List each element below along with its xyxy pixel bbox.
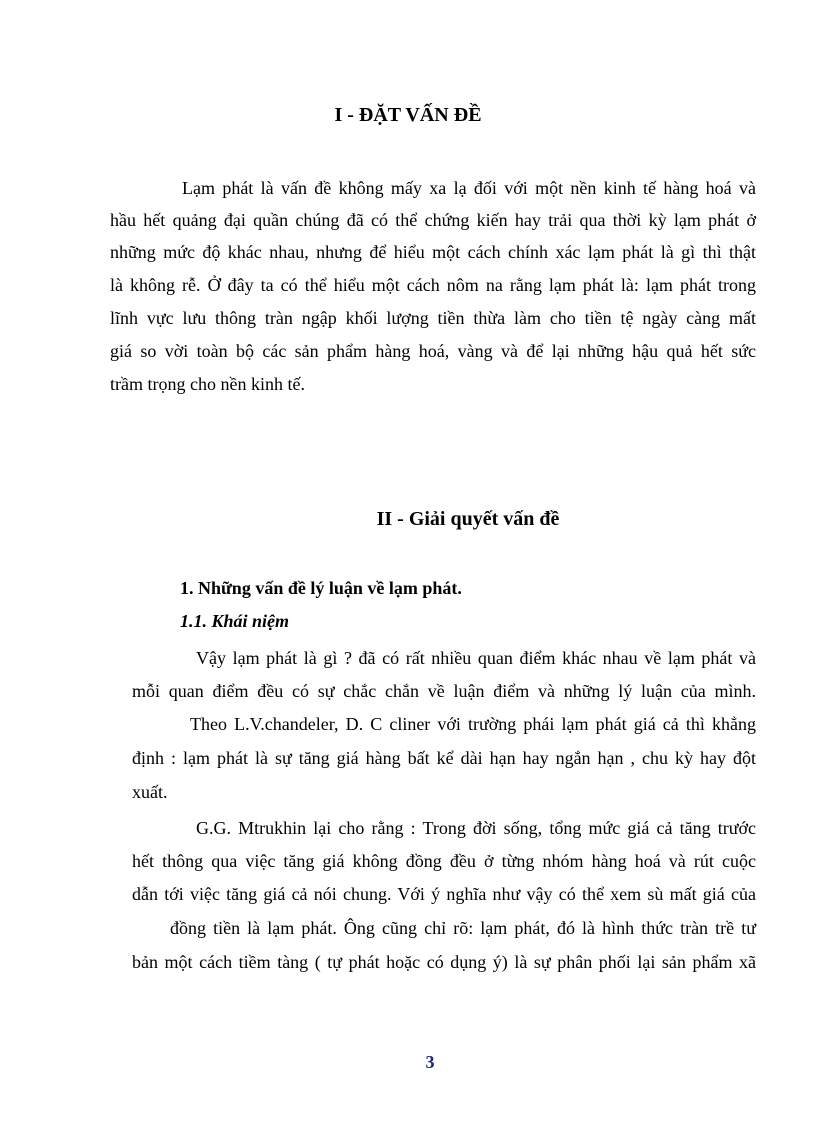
body-line: G.G. Mtrukhin lại cho rằng : Trong đời sống, tổng mức giá cả tăng trước [196, 818, 756, 838]
body-line: Theo L.V.chandeler, D. C cliner với trường phái lạm phát giá cả thì khẳng [190, 714, 756, 734]
heading-dat-van-de: I - ĐẶT VẤN ĐỀ [334, 104, 482, 126]
body-line: đồng tiền là lạm phát. Ông cũng chỉ rõ: lạm phát, đó là hình thức tràn trề tư [170, 918, 756, 938]
intro-line: là không rễ. Ở đây ta có thể hiểu một cách nôm na rằng lạm phát là: lạm phát trong [110, 275, 756, 295]
intro-line: những mức độ khác nhau, nhưng để hiểu một cách chính xác lạm phát là gì thì thật [110, 242, 756, 262]
section-1-title: 1. Những vấn đề lý luận về lạm phát. [180, 578, 462, 598]
body-line: mỗi quan điểm đều có sự chắc chắn về luận điểm và những lý luận của mình. [132, 681, 756, 701]
body-line: dẫn tới việc tăng giá cả nói chung. Với ý nghĩa như vậy có thể xem sù mất giá của [132, 884, 756, 904]
page-number: 3 [425, 1052, 435, 1072]
intro-line: Lạm phát là vấn đề không mấy xa lạ đối với một nền kinh tế hàng hoá và [182, 178, 756, 198]
heading-giai-quyet-van-de: II - Giải quyết vấn đề [376, 508, 560, 530]
body-line: hết thông qua việc tăng giá không đồng đều ở từng nhóm hàng hoá và rút cuộc [132, 851, 756, 871]
body-line: xuất. [132, 782, 168, 802]
body-line: Vậy lạm phát là gì ? đã có rất nhiều quan điểm khác nhau về lạm phát và [196, 648, 756, 668]
intro-line: trầm trọng cho nền kinh tế. [110, 374, 305, 394]
intro-line: giá so vời toàn bộ các sản phẩm hàng hoá, vàng và để lại những hậu quả hết sức [110, 341, 756, 361]
intro-line: lĩnh vực lưu thông tràn ngập khối lượng tiền thừa làm cho tiền tệ ngày càng mất [110, 308, 756, 328]
intro-line: hầu hết quảng đại quần chúng đã có thể chứng kiến hay trải qua thời kỳ lạm phát ở [110, 210, 756, 230]
body-line: bản một cách tiềm tàng ( tự phát hoặc có dụng ý) là sự phân phối lại sản phẩm xã [132, 952, 756, 972]
section-1-1-title: 1.1. Khái niệm [180, 611, 290, 631]
body-line: định : lạm phát là sự tăng giá hàng bất kể dài hạn hay ngắn hạn , chu kỳ hay đột [132, 748, 756, 768]
